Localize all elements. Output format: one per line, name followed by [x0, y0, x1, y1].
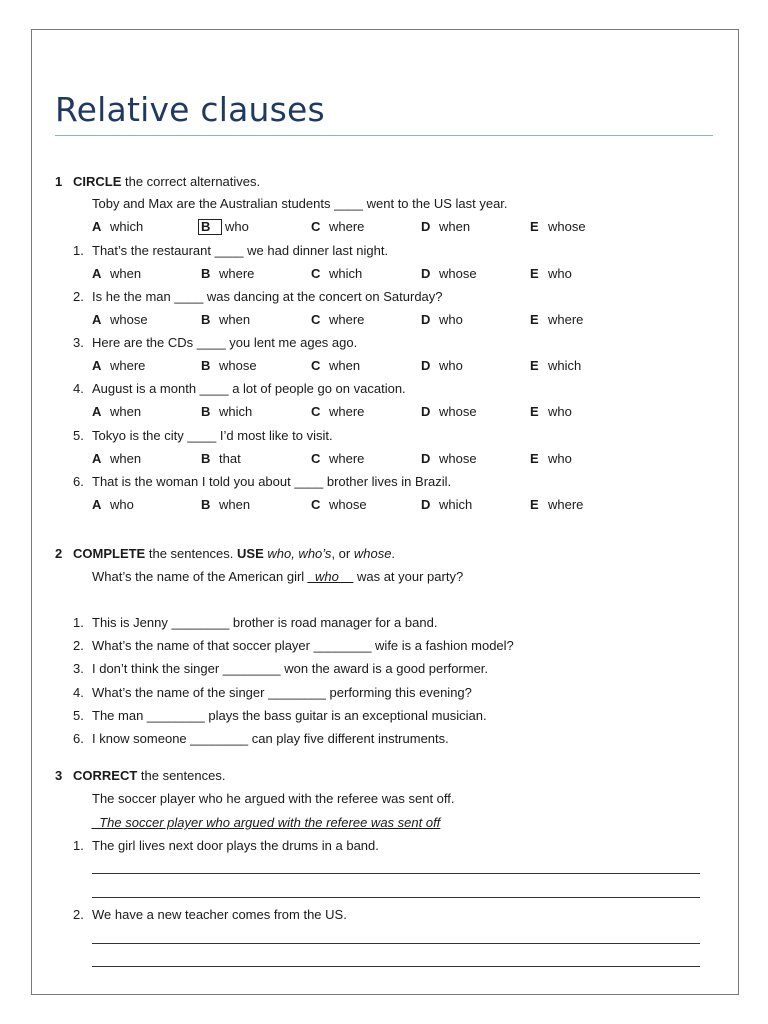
option-a[interactable]: A whose	[92, 312, 148, 327]
item-number: 2.	[73, 638, 84, 653]
example-question: Toby and Max are the Australian students ____ went to the US last year.	[92, 196, 508, 211]
answer-line[interactable]	[92, 943, 700, 944]
option-a[interactable]: A when	[92, 404, 142, 419]
item-number: 3.	[73, 335, 84, 350]
fill-in-sentence[interactable]: I don’t think the singer ________ won the award is a good performer.	[92, 661, 489, 676]
option-a[interactable]: A where	[92, 358, 146, 373]
example-corrected-answer: _The soccer player who argued with the referee was sent off	[92, 815, 441, 830]
option-c[interactable]: C where	[311, 404, 365, 419]
option-b[interactable]: B that	[201, 451, 241, 466]
question-text: That’s the restaurant ____ we had dinner last night.	[92, 243, 389, 258]
answer-line[interactable]	[92, 897, 700, 898]
section-instruction: CORRECT the sentences.	[73, 768, 226, 783]
option-d[interactable]: D whose	[421, 451, 477, 466]
item-number: 4.	[73, 685, 84, 700]
question-text: August is a month ____ a lot of people go on vacation.	[92, 381, 406, 396]
option-a[interactable]: A who	[92, 497, 134, 512]
section-number: 2	[55, 546, 63, 561]
section-instruction: COMPLETE the sentences. USE who, who’s, or whose.	[73, 546, 396, 561]
option-b[interactable]: B whose	[201, 358, 257, 373]
option-a[interactable]: A when	[92, 451, 142, 466]
option-b[interactable]: B where	[201, 266, 255, 281]
item-number: 5.	[73, 708, 84, 723]
option-e[interactable]: E who	[530, 266, 572, 281]
item-number: 2.	[73, 289, 84, 304]
fill-in-sentence[interactable]: The man ________ plays the bass guitar is an exceptional musician.	[92, 708, 487, 723]
question-text: Tokyo is the city ____ I’d most like to visit.	[92, 428, 333, 443]
option-c[interactable]: C whose	[311, 497, 367, 512]
fill-in-sentence[interactable]: What’s the name of the singer ________ performing this evening?	[92, 685, 472, 700]
item-number: 6.	[73, 731, 84, 746]
item-number: 6.	[73, 474, 84, 489]
section-number: 3	[55, 768, 63, 783]
option-d[interactable]: D when	[421, 219, 471, 234]
section-instruction: CIRCLE the correct alternatives.	[73, 174, 261, 189]
item-number: 1.	[73, 243, 84, 258]
option-d[interactable]: D who	[421, 358, 463, 373]
option-e[interactable]: E who	[530, 451, 572, 466]
option-d[interactable]: D whose	[421, 404, 477, 419]
option-b[interactable]: B when	[201, 497, 251, 512]
fill-in-sentence[interactable]: This is Jenny ________ brother is road manager for a band.	[92, 615, 438, 630]
option-d[interactable]: D whose	[421, 266, 477, 281]
option-c[interactable]: C where	[311, 451, 365, 466]
example-answer: _who__	[307, 569, 354, 584]
fill-in-sentence[interactable]: What’s the name of that soccer player ________ wife is a fashion model?	[92, 638, 514, 653]
answer-line[interactable]	[92, 966, 700, 967]
option-b[interactable]: B which	[201, 404, 253, 419]
page-title: Relative clauses	[55, 90, 325, 129]
item-number: 1.	[73, 838, 84, 853]
incorrect-sentence: We have a new teacher comes from the US.	[92, 907, 347, 922]
option-b[interactable]: B when	[201, 312, 251, 327]
circled-answer-box: B	[198, 219, 222, 235]
option-e[interactable]: E which	[530, 358, 582, 373]
option-d[interactable]: D who	[421, 312, 463, 327]
option-d[interactable]: D which	[421, 497, 473, 512]
option-c[interactable]: C which	[311, 266, 363, 281]
incorrect-sentence: The girl lives next door plays the drums in a band.	[92, 838, 379, 853]
option-e[interactable]: E where	[530, 312, 584, 327]
example-sentence: What’s the name of the American girl _who__ was at your party?	[92, 569, 464, 584]
option-c[interactable]: C where	[311, 312, 365, 327]
option-a[interactable]: A which	[92, 219, 144, 234]
question-text: That is the woman I told you about ____ brother lives in Brazil.	[92, 474, 452, 489]
question-text: Is he the man ____ was dancing at the concert on Saturday?	[92, 289, 443, 304]
item-number: 2.	[73, 907, 84, 922]
item-number: 3.	[73, 661, 84, 676]
question-text: Here are the CDs ____ you lent me ages ago.	[92, 335, 358, 350]
option-a[interactable]: A when	[92, 266, 142, 281]
answer-line[interactable]	[92, 873, 700, 874]
item-number: 4.	[73, 381, 84, 396]
option-e[interactable]: E who	[530, 404, 572, 419]
option-c[interactable]: C when	[311, 358, 361, 373]
fill-in-sentence[interactable]: I know someone ________ can play five different instruments.	[92, 731, 449, 746]
example-sentence: The soccer player who he argued with the referee was sent off.	[92, 791, 455, 806]
option-c[interactable]: C where	[311, 219, 365, 234]
item-number: 5.	[73, 428, 84, 443]
option-e[interactable]: E where	[530, 497, 584, 512]
option-e[interactable]: E whose	[530, 219, 586, 234]
option-b-circled[interactable]: B who	[201, 219, 249, 235]
item-number: 1.	[73, 615, 84, 630]
title-divider	[55, 135, 713, 136]
section-number: 1	[55, 174, 63, 189]
